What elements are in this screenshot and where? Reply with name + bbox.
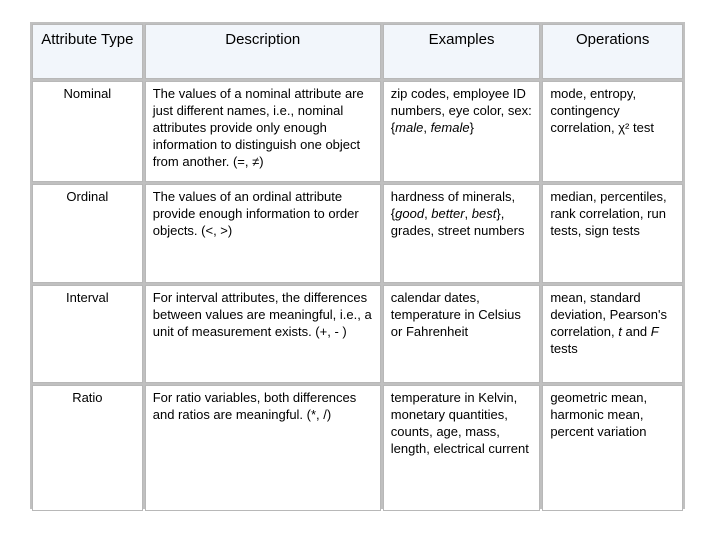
type-cell: Nominal — [32, 81, 143, 182]
examples-cell — [383, 81, 541, 182]
attribute-types-table — [30, 22, 685, 509]
operations-italic: F — [650, 324, 659, 339]
header-attribute-type: Attribute Type — [32, 24, 143, 79]
examples-cell — [383, 184, 541, 283]
table-row-interval — [32, 285, 683, 383]
operations-cell: geometric mean, harmonic mean, percent variation — [542, 385, 683, 511]
description-cell: The values of an ordinal attribute provide enough information to order objects. (<, >) — [145, 184, 381, 283]
header-examples: Examples — [383, 24, 541, 79]
header-row — [32, 24, 683, 79]
header-description: Description — [145, 24, 381, 79]
operations-text: mean, standard deviation, Pearson's correlation, — [550, 290, 667, 339]
operations-cell: mode, entropy, contingency correlation, χ² test — [542, 81, 683, 182]
description-cell: The values of a nominal attribute are just different names, i.e., nominal attributes provide only enough information to distinguish one object from another. (=, ≠) — [145, 81, 381, 182]
table — [30, 22, 685, 513]
description-cell: For ratio variables, both differences and ratios are meaningful. (*, /) — [145, 385, 381, 511]
examples-italic: female — [430, 120, 470, 135]
examples-text: , — [423, 120, 431, 135]
operations-text: and — [621, 324, 651, 339]
type-cell: Interval — [32, 285, 143, 383]
examples-italic: good — [395, 206, 425, 221]
header-operations: Operations — [542, 24, 683, 79]
examples-text: } — [469, 120, 474, 135]
examples-italic: better — [431, 206, 465, 221]
examples-italic: best — [471, 206, 497, 221]
examples-cell: temperature in Kelvin, monetary quantities, counts, age, mass, length, electrical current — [383, 385, 541, 511]
examples-text: hardness of minerals, { — [390, 189, 516, 221]
examples-cell: calendar dates, temperature in Celsius or Fahrenheit — [383, 285, 541, 383]
examples-text: }, grades, street numbers — [390, 206, 525, 238]
description-cell: For interval attributes, the differences between values are meaningful, i.e., a unit of measurement exists. (+, - ) — [145, 285, 381, 383]
table-row-ordinal — [32, 184, 683, 283]
examples-italic: male — [395, 120, 424, 135]
table-row-ratio — [32, 385, 683, 511]
examples-text: zip codes, employee ID numbers, eye color, sex: { — [390, 86, 532, 135]
type-cell: Ordinal — [32, 184, 143, 283]
examples-text: , — [424, 206, 432, 221]
examples-text: , — [464, 206, 472, 221]
operations-italic: t — [618, 324, 622, 339]
table-row-nominal — [32, 81, 683, 182]
operations-cell — [542, 285, 683, 383]
type-cell: Ratio — [32, 385, 143, 511]
operations-text: tests — [550, 341, 578, 356]
operations-cell: median, percentiles, rank correlation, run tests, sign tests — [542, 184, 683, 283]
